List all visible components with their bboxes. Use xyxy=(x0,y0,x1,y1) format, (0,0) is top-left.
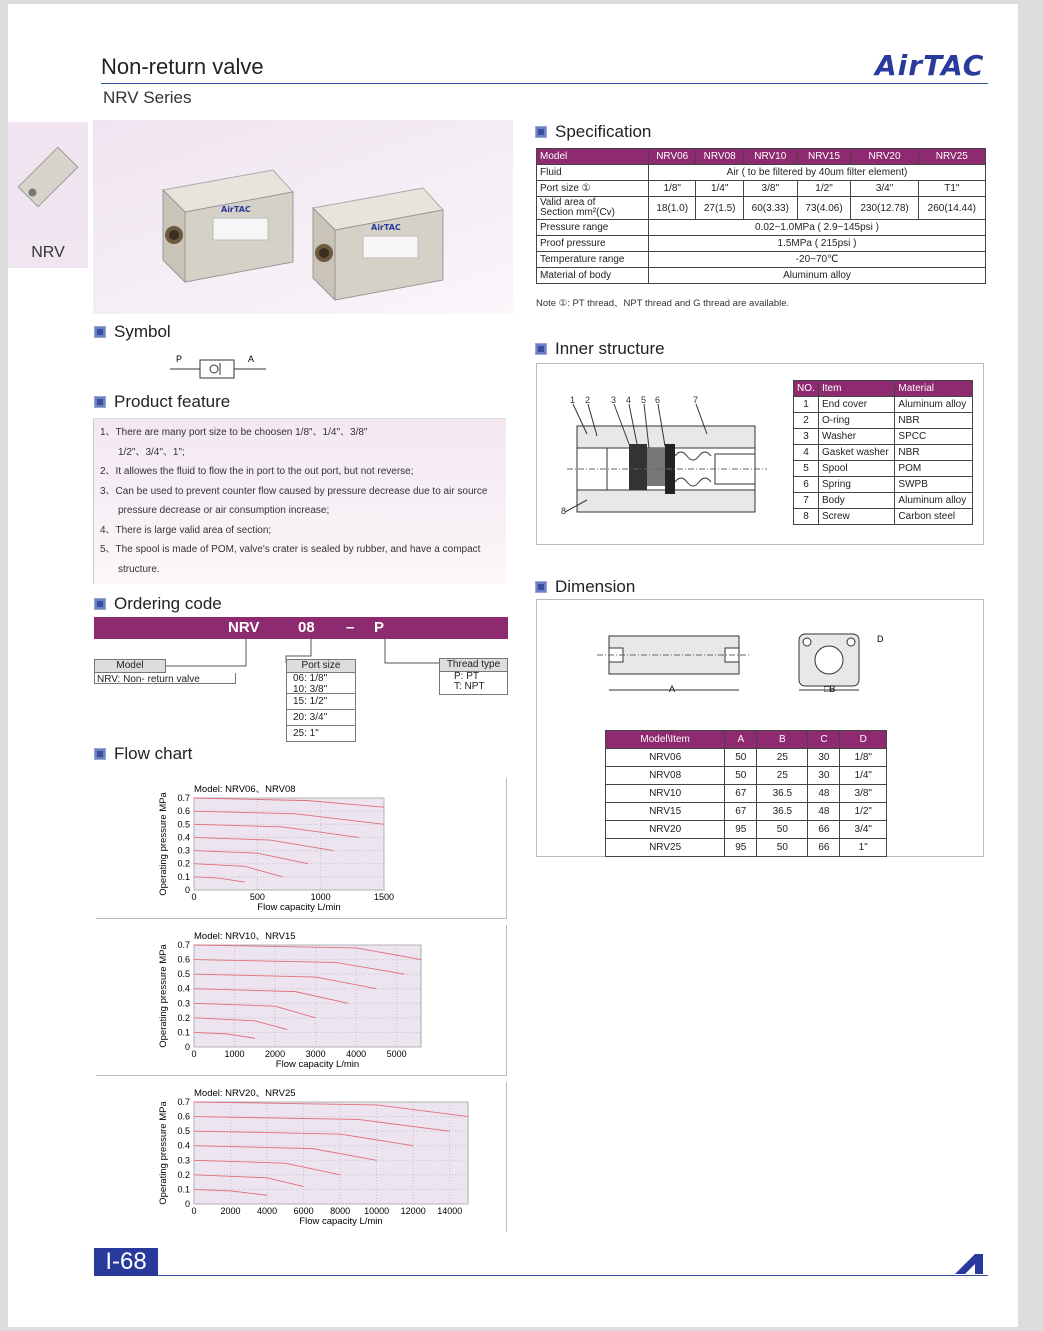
inner-parts-cell: SPCC xyxy=(895,429,973,445)
x-axis-label: Flow capacity L/min xyxy=(299,1216,383,1227)
chart-title: Model: NRV06、NRV08 xyxy=(194,784,296,795)
svg-text:A: A xyxy=(248,354,255,364)
spec-value: 3/4" xyxy=(851,181,918,197)
y-tick-label: 0.4 xyxy=(177,832,190,843)
section-bullet-icon xyxy=(94,748,106,760)
dimension-table xyxy=(605,730,887,857)
inner-header-row xyxy=(794,381,973,397)
inner-parts-row xyxy=(794,413,973,429)
dimension-header-row xyxy=(606,731,887,749)
code-model: NRV xyxy=(228,619,260,636)
spec-label-line: Section mm²(Cv) xyxy=(540,207,616,218)
port-size-pair xyxy=(286,673,356,694)
dimension-cell: 48 xyxy=(808,803,840,821)
catalog-page xyxy=(8,4,1018,1327)
spec-header-cell: NRV10 xyxy=(743,149,797,165)
section-symbol: Symbol xyxy=(94,322,171,342)
code-size: 08 xyxy=(298,619,315,636)
section-flow-chart: Flow chart xyxy=(94,744,192,764)
spec-label: Proof pressure xyxy=(537,236,649,252)
svg-text:D: D xyxy=(877,634,884,644)
brand-logo: AirTAC xyxy=(875,49,985,82)
x-tick-label: 2000 xyxy=(265,1049,286,1059)
inner-parts-cell: 6 xyxy=(794,477,819,493)
spec-row xyxy=(537,181,986,197)
section-bullet-icon xyxy=(535,581,547,593)
dimension-cell: 1/2" xyxy=(840,803,887,821)
dimension-header-cell: B xyxy=(757,731,808,749)
dimension-cell: 67 xyxy=(725,785,757,803)
dimension-row xyxy=(606,839,887,857)
thread-type-option: T: NPT xyxy=(454,681,485,692)
dimension-cell: 30 xyxy=(808,749,840,767)
x-tick-label: 3000 xyxy=(305,1049,326,1059)
inner-parts-table xyxy=(793,380,973,525)
dimension-cell: 3/8" xyxy=(840,785,887,803)
spec-label-line: Valid area of xyxy=(540,197,596,208)
x-tick-label: 1000 xyxy=(310,892,331,902)
dimension-cell: NRV15 xyxy=(606,803,725,821)
y-tick-label: 0.3 xyxy=(177,845,190,856)
inner-parts-row xyxy=(794,461,973,477)
inner-parts-cell: 4 xyxy=(794,445,819,461)
spec-value: Aluminum alloy xyxy=(649,268,986,284)
dimension-row xyxy=(606,785,887,803)
inner-structure-panel xyxy=(536,363,984,545)
dimension-cell: NRV06 xyxy=(606,749,725,767)
flow-chart-1 xyxy=(96,778,507,919)
inner-parts-row xyxy=(794,397,973,413)
dimension-cell: 1/4" xyxy=(840,767,887,785)
inner-parts-cell: Spool xyxy=(819,461,895,477)
spec-header-row xyxy=(537,149,986,165)
inner-parts-cell: 5 xyxy=(794,461,819,477)
inner-parts-cell: SWPB xyxy=(895,477,973,493)
side-tab-image xyxy=(8,122,88,238)
y-tick-label: 0.7 xyxy=(177,940,190,950)
feature-line: 1/2"、3/4"、1"; xyxy=(118,446,185,458)
spec-label: Temperature range xyxy=(537,252,649,268)
spec-row xyxy=(537,252,986,268)
x-tick-label: 0 xyxy=(191,892,197,902)
dimension-cell: 36.5 xyxy=(757,785,808,803)
dimension-panel xyxy=(536,599,984,857)
spec-row xyxy=(537,268,986,284)
section-bullet-icon xyxy=(535,343,547,355)
x-axis-label: Flow capacity L/min xyxy=(257,902,341,913)
brand-mark-icon xyxy=(951,1252,987,1276)
spec-value: 1/8" xyxy=(649,181,696,197)
y-axis-label: Operating pressure MPa xyxy=(158,792,169,896)
inner-parts-cell: Washer xyxy=(819,429,895,445)
section-bullet-icon xyxy=(94,396,106,408)
svg-text:□B: □B xyxy=(824,684,836,694)
dimension-row xyxy=(606,821,887,839)
model-value: NRV: Non- return valve xyxy=(94,673,236,684)
dimension-cell: 25 xyxy=(757,767,808,785)
section-bullet-icon xyxy=(535,126,547,138)
dimension-cell: 50 xyxy=(725,767,757,785)
inner-parts-cell: 8 xyxy=(794,509,819,525)
svg-text:2: 2 xyxy=(585,395,591,405)
port-size-box xyxy=(286,659,356,742)
dimension-cell: NRV08 xyxy=(606,767,725,785)
inner-parts-cell: 2 xyxy=(794,413,819,429)
svg-text:A: A xyxy=(669,684,676,694)
inner-parts-cell: Aluminum alloy xyxy=(895,493,973,509)
inner-parts-cell: Body xyxy=(819,493,895,509)
code-dash: – xyxy=(346,619,355,636)
y-axis-label: Operating pressure MPa xyxy=(158,944,169,1048)
inner-parts-row xyxy=(794,429,973,445)
y-tick-label: 0 xyxy=(184,1199,190,1209)
x-tick-label: 1500 xyxy=(373,892,395,902)
dimension-cell: 1" xyxy=(840,839,887,857)
dimension-cell: 67 xyxy=(725,803,757,821)
y-tick-label: 0.7 xyxy=(177,1097,190,1107)
thread-type-option: P: PT xyxy=(454,671,480,682)
spec-label: Fluid xyxy=(537,165,649,181)
svg-text:8: 8 xyxy=(561,506,567,516)
inner-parts-cell: Aluminum alloy xyxy=(895,397,973,413)
port-size-option: 10: 3/8" xyxy=(293,684,328,695)
dimension-cell: 50 xyxy=(757,839,808,857)
svg-text:AirTAC: AirTAC xyxy=(371,223,401,232)
flow-chart-1-svg xyxy=(96,778,506,918)
section-product-feature: Product feature xyxy=(94,392,230,412)
y-tick-label: 0.7 xyxy=(177,793,190,803)
dimension-header-cell: C xyxy=(808,731,840,749)
chart-title: Model: NRV20、NRV25 xyxy=(194,1088,296,1099)
spec-value: 230(12.78) xyxy=(851,197,918,220)
side-tab-label: NRV xyxy=(8,238,88,268)
model-label: Model xyxy=(94,659,166,673)
y-tick-label: 0.5 xyxy=(177,1126,190,1137)
dimension-header-cell: Model\Item xyxy=(606,731,725,749)
inner-parts-cell: End cover xyxy=(819,397,895,413)
valve-photo-icon xyxy=(93,120,513,314)
spec-value: 1.5MPa ( 215psi ) xyxy=(649,236,986,252)
dimension-cell: 95 xyxy=(725,839,757,857)
spec-header-cell: NRV15 xyxy=(797,149,851,165)
inner-parts-cell: 3 xyxy=(794,429,819,445)
x-tick-label: 5000 xyxy=(386,1049,407,1059)
valve-thumbnail-icon xyxy=(8,122,88,238)
feature-line: pressure decrease or air consumption increase; xyxy=(118,505,330,516)
y-tick-label: 0.1 xyxy=(177,1184,190,1195)
spec-label: Material of body xyxy=(537,268,649,284)
port-size-option: 15: 1/2" xyxy=(286,694,356,710)
dimension-row xyxy=(606,767,887,785)
svg-text:6: 6 xyxy=(655,395,661,405)
dimension-header-cell: D xyxy=(840,731,887,749)
inner-parts-row xyxy=(794,509,973,525)
spec-value: 1/2" xyxy=(797,181,851,197)
dimension-cell: 3/4" xyxy=(840,821,887,839)
chart-title: Model: NRV10、NRV15 xyxy=(194,931,296,942)
spec-label: Pressure range xyxy=(537,220,649,236)
spec-header-cell: NRV20 xyxy=(851,149,918,165)
y-axis-label: Operating pressure MPa xyxy=(158,1101,169,1205)
y-tick-label: 0.1 xyxy=(177,871,190,882)
x-tick-label: 8000 xyxy=(330,1206,351,1216)
spec-note: Note ①: PT thread、NPT thread and G thread are available. xyxy=(536,298,790,309)
cross-section-drawing-icon xyxy=(537,364,787,539)
port-size-label: Port size xyxy=(286,659,356,673)
port-size-option: 06: 1/8" xyxy=(293,673,328,684)
check-valve-symbol-icon xyxy=(170,352,270,378)
x-tick-label: 0 xyxy=(191,1049,197,1059)
inner-parts-cell: NBR xyxy=(895,413,973,429)
thread-type-label: Thread type xyxy=(439,658,508,672)
spec-row xyxy=(537,197,986,220)
inner-parts-cell: 1 xyxy=(794,397,819,413)
y-tick-label: 0.2 xyxy=(177,1169,190,1180)
feature-list xyxy=(93,418,506,584)
dimension-cell: 50 xyxy=(725,749,757,767)
section-inner-structure: Inner structure xyxy=(535,339,665,359)
spec-header-cell: NRV25 xyxy=(918,149,985,165)
x-tick-label: 6000 xyxy=(293,1206,314,1216)
svg-text:P: P xyxy=(176,354,183,364)
spec-header-cell: NRV08 xyxy=(696,149,743,165)
product-image xyxy=(93,120,513,314)
feature-line: structure. xyxy=(118,563,160,575)
inner-parts-row xyxy=(794,445,973,461)
y-tick-label: 0.5 xyxy=(177,969,190,980)
y-tick-label: 0.4 xyxy=(177,983,190,994)
inner-parts-cell: POM xyxy=(895,461,973,477)
spec-value: 27(1.5) xyxy=(696,197,743,220)
x-tick-label: 4000 xyxy=(257,1206,278,1216)
page-subtitle: NRV Series xyxy=(103,88,192,107)
dimension-cell: 66 xyxy=(808,821,840,839)
y-tick-label: 0.6 xyxy=(177,806,190,817)
feature-line: 2、It allowes the fluid to flow the in port to the out port, but not reverse; xyxy=(100,466,414,477)
spec-header-cell: NRV06 xyxy=(649,149,696,165)
flow-chart-2 xyxy=(96,925,507,1076)
spec-value: 60(3.33) xyxy=(743,197,797,220)
x-tick-label: 4000 xyxy=(346,1049,367,1059)
svg-text:3: 3 xyxy=(611,395,617,405)
spec-label xyxy=(537,197,649,220)
spec-row xyxy=(537,165,986,181)
feature-line: 5、The spool is made of POM, valve's crater is sealed by rubber, and have a compact xyxy=(100,544,481,555)
spec-row xyxy=(537,236,986,252)
dimension-header-cell: A xyxy=(725,731,757,749)
inner-parts-row xyxy=(794,493,973,509)
y-tick-label: 0.3 xyxy=(177,998,190,1009)
y-tick-label: 0.3 xyxy=(177,1155,190,1166)
section-bullet-icon xyxy=(94,598,106,610)
section-ordering-code: Ordering code xyxy=(94,594,222,614)
y-tick-label: 0.2 xyxy=(177,858,190,869)
inner-parts-cell: Carbon steel xyxy=(895,509,973,525)
spec-table xyxy=(536,148,986,284)
dimension-row xyxy=(606,803,887,821)
spec-value: 0.02~1.0MPa ( 2.9~145psi ) xyxy=(649,220,986,236)
dimension-row xyxy=(606,749,887,767)
dimension-cell: 30 xyxy=(808,767,840,785)
feature-line: 3、Can be used to prevent counter flow caused by pressure decrease due to air source xyxy=(100,485,488,497)
x-tick-label: 1000 xyxy=(224,1049,245,1059)
thread-type-options xyxy=(439,672,508,695)
x-axis-label: Flow capacity L/min xyxy=(275,1059,360,1070)
spec-row xyxy=(537,220,986,236)
spec-header-cell: Model xyxy=(537,149,649,165)
inner-parts-cell: Spring xyxy=(819,477,895,493)
dimension-cell: NRV20 xyxy=(606,821,725,839)
dimension-cell: 50 xyxy=(757,821,808,839)
y-tick-label: 0.5 xyxy=(177,819,190,830)
check-valve-symbol xyxy=(170,352,270,378)
dimension-cell: NRV25 xyxy=(606,839,725,857)
svg-text:7: 7 xyxy=(693,395,699,405)
flow-chart-3-svg xyxy=(96,1082,506,1232)
y-tick-label: 0.4 xyxy=(177,1140,190,1151)
inner-parts-cell: Screw xyxy=(819,509,895,525)
dimension-drawing-icon xyxy=(537,600,983,700)
y-tick-label: 0.1 xyxy=(177,1027,190,1038)
footer-rule xyxy=(158,1275,988,1276)
dimension-cell: 66 xyxy=(808,839,840,857)
y-tick-label: 0.6 xyxy=(177,954,190,965)
inner-header-cell: Material xyxy=(895,381,973,397)
thread-type-box xyxy=(439,658,508,695)
page-number: I-68 xyxy=(94,1248,158,1276)
code-thread: P xyxy=(374,619,385,636)
y-tick-label: 0 xyxy=(184,1042,190,1052)
spec-value: 260(14.44) xyxy=(918,197,985,220)
feature-line: 4、There is large valid area of section; xyxy=(100,524,272,536)
flow-chart-3 xyxy=(96,1082,507,1232)
model-box xyxy=(94,659,236,685)
spec-label: Port size ① xyxy=(537,181,649,197)
flow-chart-2-svg xyxy=(96,925,506,1075)
page-title: Non-return valve xyxy=(101,54,264,79)
inner-header-cell: NO. xyxy=(794,381,819,397)
spec-value: Air ( to be filtered by 40um filter element) xyxy=(649,165,986,181)
x-tick-label: 0 xyxy=(191,1206,197,1216)
dimension-cell: 36.5 xyxy=(757,803,808,821)
spec-value: T1" xyxy=(918,181,985,197)
feature-line: 1、There are many port size to be choosen 1/8"、1/4"、3/8" xyxy=(100,427,368,438)
x-tick-label: 14000 xyxy=(437,1206,463,1216)
y-tick-label: 0 xyxy=(184,885,190,895)
inner-parts-cell: NBR xyxy=(895,445,973,461)
x-tick-label: 12000 xyxy=(400,1206,426,1216)
section-bullet-icon xyxy=(94,326,106,338)
header-rule xyxy=(101,83,988,84)
dimension-cell: 48 xyxy=(808,785,840,803)
inner-parts-cell: O-ring xyxy=(819,413,895,429)
inner-parts-cell: 7 xyxy=(794,493,819,509)
dimension-cell: 95 xyxy=(725,821,757,839)
dimension-cell: 25 xyxy=(757,749,808,767)
spec-value: -20~70℃ xyxy=(649,252,986,268)
svg-text:5: 5 xyxy=(641,395,647,405)
port-size-option: 20: 3/4" xyxy=(286,710,356,726)
port-size-option: 25: 1" xyxy=(286,726,356,742)
y-tick-label: 0.2 xyxy=(177,1012,190,1023)
inner-parts-row xyxy=(794,477,973,493)
spec-value: 73(4.06) xyxy=(797,197,851,220)
inner-header-cell: Item xyxy=(819,381,895,397)
svg-text:1: 1 xyxy=(570,395,576,405)
spec-value: 1/4" xyxy=(696,181,743,197)
x-tick-label: 10000 xyxy=(364,1206,390,1216)
svg-text:4: 4 xyxy=(626,395,632,405)
svg-text:AirTAC: AirTAC xyxy=(221,205,251,214)
x-tick-label: 500 xyxy=(249,892,265,902)
x-tick-label: 2000 xyxy=(220,1206,241,1216)
spec-value: 18(1.0) xyxy=(649,197,696,220)
dimension-cell: 1/8" xyxy=(840,749,887,767)
spec-value: 3/8" xyxy=(743,181,797,197)
section-specification: Specification xyxy=(535,122,651,142)
dimension-cell: NRV10 xyxy=(606,785,725,803)
section-dimension: Dimension xyxy=(535,577,635,597)
ordering-code-bar xyxy=(94,617,508,639)
y-tick-label: 0.6 xyxy=(177,1111,190,1122)
inner-parts-cell: Gasket washer xyxy=(819,445,895,461)
